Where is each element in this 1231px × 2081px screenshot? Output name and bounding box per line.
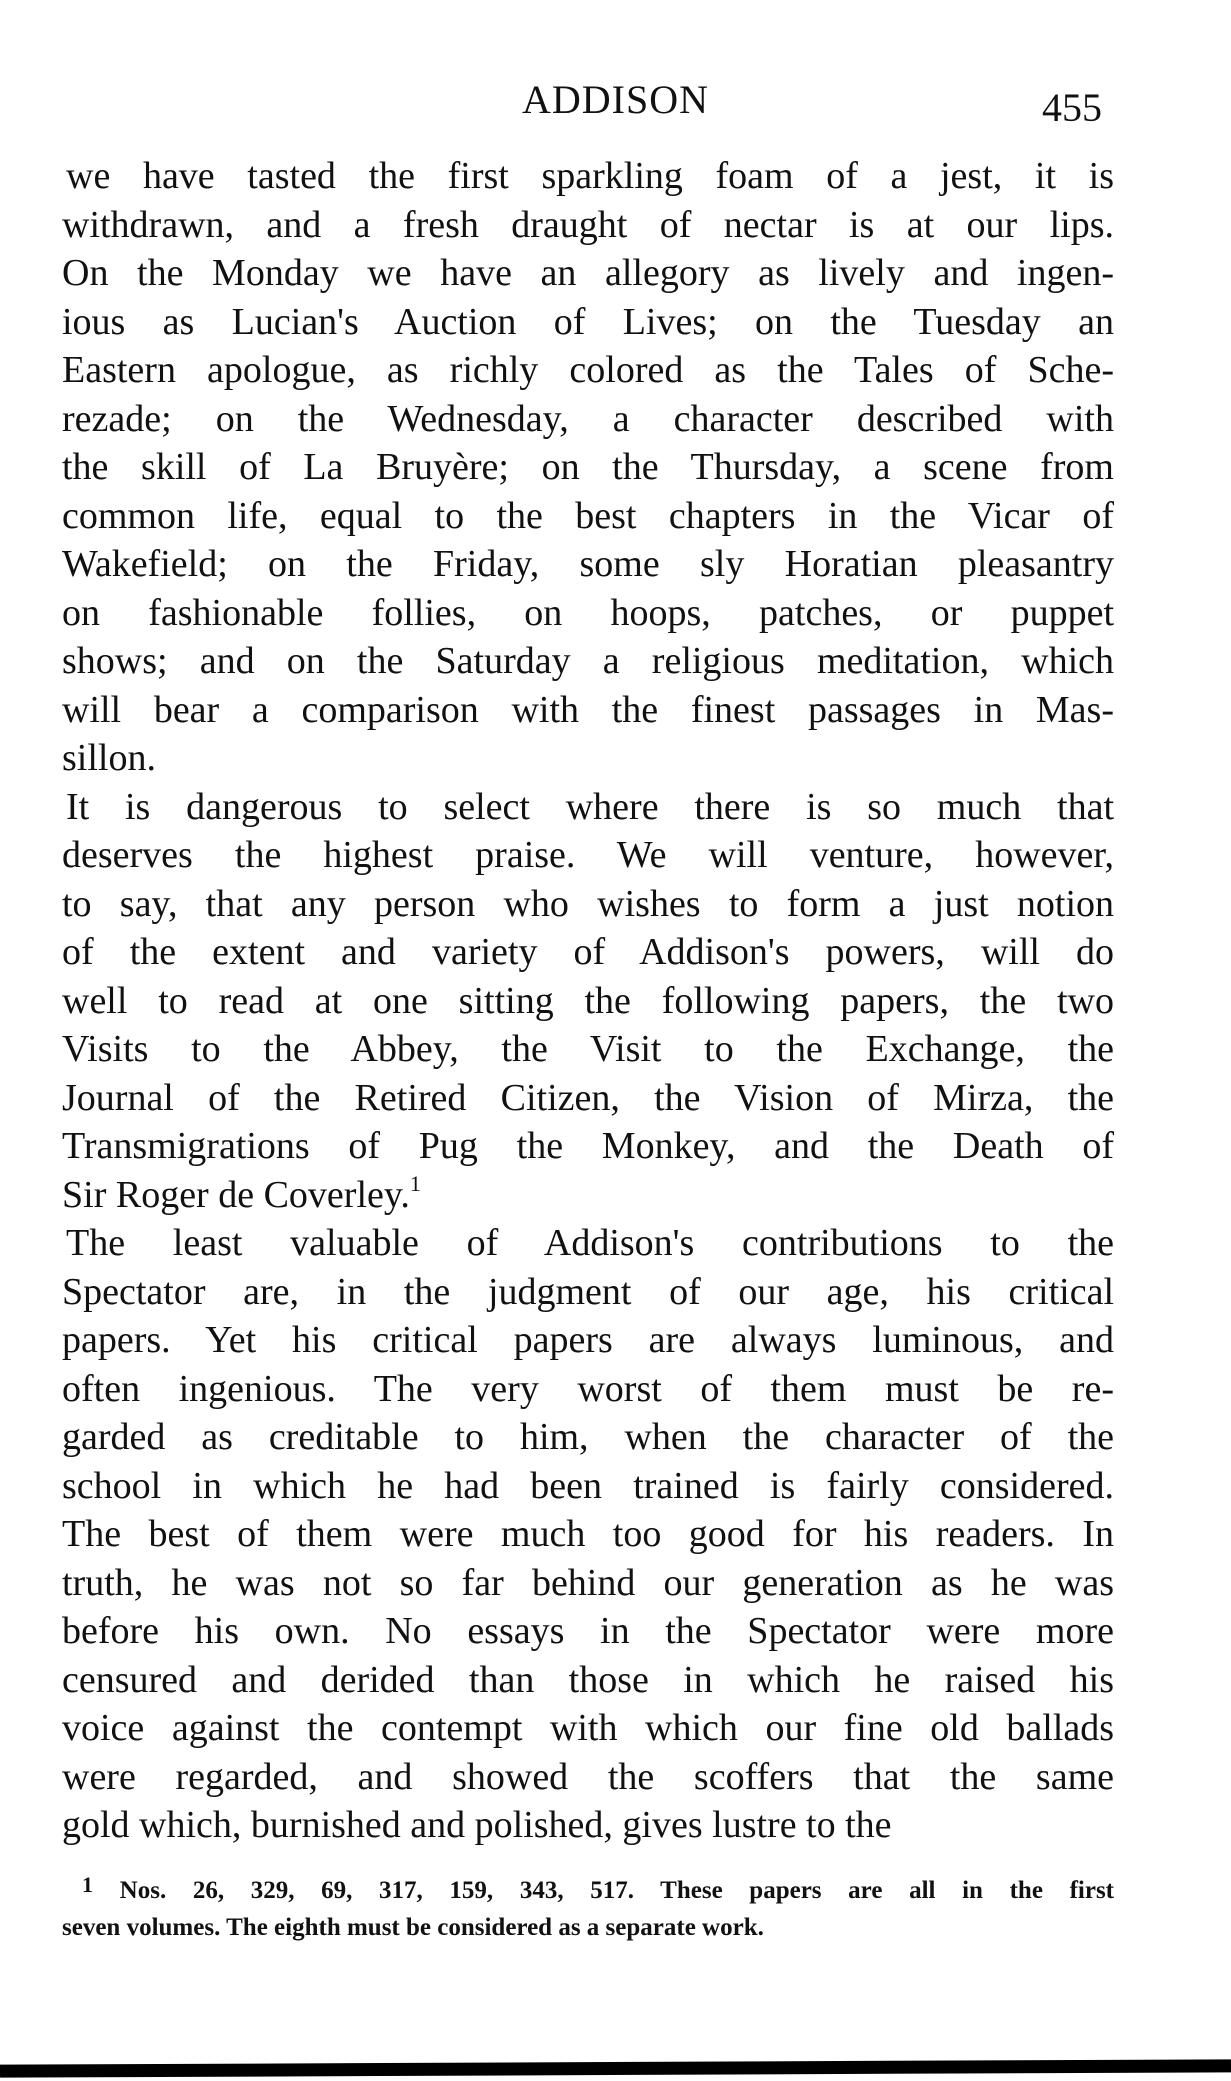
text-line (62, 1656, 1114, 1705)
line-text: school in which he had been trained is fairly considered. (62, 1464, 1114, 1507)
text-line (62, 540, 1114, 589)
bottom-rule (0, 2059, 1231, 2077)
line-text: Eastern apologue, as richly colored as the Tales of Sche- (62, 349, 1114, 391)
text-line (62, 1025, 1114, 1074)
text-line (62, 1559, 1114, 1608)
line-text: Spectator are, in the judgment of our age, his critical (62, 1270, 1114, 1313)
text-line (62, 298, 1114, 347)
text-line (62, 1122, 1114, 1171)
text-line (62, 1462, 1114, 1511)
text-line (62, 1171, 1114, 1220)
line-text: the skill of La Bruyère; on the Thursday, a scene from (62, 446, 1114, 488)
text-line (62, 977, 1114, 1026)
line-text: On the Monday we have an allegory as lively and ingen- (62, 252, 1114, 294)
text-line (62, 734, 1114, 783)
line-text: well to read at one sitting the following papers, the two (62, 979, 1114, 1022)
line-text: shows; and on the Saturday a religious meditation, which (62, 640, 1114, 682)
text-line (62, 928, 1114, 977)
line-text: Sir Roger de Coverley. (62, 1173, 410, 1216)
text-line (62, 880, 1114, 929)
line-text: to say, that any person who wishes to form a just notion (62, 882, 1114, 925)
footnote-line (62, 1872, 1114, 1909)
text-line (62, 1413, 1114, 1462)
text-line (62, 346, 1114, 395)
text-line (62, 686, 1114, 735)
line-text: of the extent and variety of Addison's powers, will do (62, 931, 1114, 973)
line-text: The least valuable of Addison's contributions to the (66, 1222, 1114, 1264)
line-text: Wakefield; on the Friday, some sly Horatian pleasantry (62, 543, 1114, 585)
footnote-marker: 1 (82, 1872, 93, 1897)
text-line (62, 1268, 1114, 1317)
line-text: ious as Lucian's Auction of Lives; on the Tuesday an (62, 300, 1114, 343)
text-line (62, 395, 1114, 444)
line-text: we have tasted the first sparkling foam of a jest, it is (66, 155, 1114, 197)
line-text: sillon. (62, 737, 156, 779)
line-text: rezade; on the Wednesday, a character described with (62, 397, 1114, 440)
line-text: will bear a comparison with the finest passages in Mas- (62, 688, 1114, 731)
text-line (62, 1753, 1114, 1802)
line-text: deserves the highest praise. We will venture, however, (62, 834, 1114, 876)
text-line (62, 1510, 1114, 1559)
text-line (62, 1316, 1114, 1365)
line-text: truth, he was not so far behind our generation as he was (62, 1561, 1114, 1604)
footnote-text: Nos. 26, 329, 69, 317, 159, 343, 517. These papers are all in the first (119, 1877, 1115, 1904)
text-line (62, 589, 1114, 638)
footnote-reference[interactable]: 1 (409, 1170, 421, 1196)
line-text: It is dangerous to select where there is so much that (66, 785, 1114, 828)
running-head: ADDISON (522, 77, 709, 122)
text-line (62, 492, 1114, 541)
text-line (62, 201, 1114, 250)
footnotes (62, 1872, 1114, 1946)
line-text: before his own. No essays in the Spectator were more (62, 1610, 1114, 1652)
line-text: The best of them were much too good for his readers. In (62, 1513, 1114, 1555)
text-line (62, 1365, 1114, 1414)
line-text: Journal of the Retired Citizen, the Vision of Mirza, the (62, 1076, 1114, 1119)
line-text: papers. Yet his critical papers are always luminous, and (62, 1319, 1114, 1361)
text-line (62, 1801, 1114, 1850)
text-line (62, 1074, 1114, 1123)
text-line (62, 1607, 1114, 1656)
line-text: Transmigrations of Pug the Monkey, and the Death of (62, 1125, 1114, 1167)
text-line (62, 249, 1114, 298)
footnote-text: seven volumes. The eighth must be considered as a separate work. (62, 1914, 764, 1941)
line-text: on fashionable follies, on hoops, patches, or puppet (62, 591, 1114, 634)
text-line (62, 831, 1114, 880)
text-line (62, 152, 1114, 201)
line-text: gold which, burnished and polished, gives lustre to the (62, 1804, 892, 1846)
line-text: censured and derided than those in which he raised his (62, 1658, 1114, 1701)
line-text: Visits to the Abbey, the Visit to the Exchange, the (62, 1028, 1114, 1070)
line-text: withdrawn, and a fresh draught of nectar is at our lips. (62, 203, 1114, 246)
line-text: were regarded, and showed the scoffers that the same (62, 1755, 1114, 1798)
body-text (62, 152, 1114, 1850)
page-number: 455 (1042, 85, 1102, 130)
footnote-line (62, 1909, 1114, 1946)
text-line (62, 1219, 1114, 1268)
line-text: often ingenious. The very worst of them must be re- (62, 1367, 1114, 1410)
line-text: garded as creditable to him, when the character of the (62, 1416, 1114, 1458)
text-line (62, 1704, 1114, 1753)
text-line (62, 637, 1114, 686)
line-text: common life, equal to the best chapters in the Vicar of (62, 494, 1114, 537)
text-line (62, 783, 1114, 832)
line-text: voice against the contempt with which our fine old ballads (62, 1707, 1114, 1749)
text-line (62, 443, 1114, 492)
